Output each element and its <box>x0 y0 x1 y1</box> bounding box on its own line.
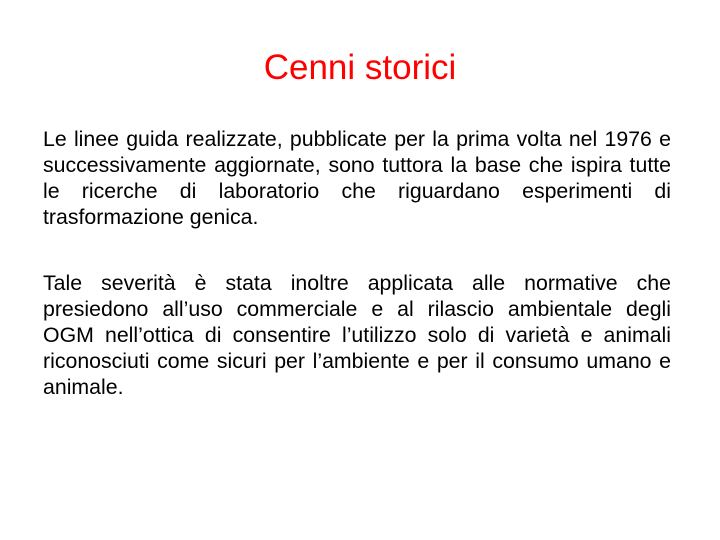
paragraph-linee-guida: Le linee guida realizzate, pubblicate per la prima volta nel 1976 e successivamente aggiornate, sono tuttora la base che ispira tutte le ricerche di laboratorio che riguardano esperimenti di trasformazione genica. <box>43 127 671 229</box>
slide-title: Cenni storici <box>263 48 457 87</box>
slide-body <box>43 126 671 400</box>
paragraph-severita: Tale severità è stata inoltre applicata alle normative che presiedono all’uso commerciale e al rilascio ambientale degli OGM nell’ottica di consentire l’utilizzo solo di varietà e animali riconosciuti come sicuri per l’ambiente e per il consumo umano e animale. <box>43 271 671 399</box>
